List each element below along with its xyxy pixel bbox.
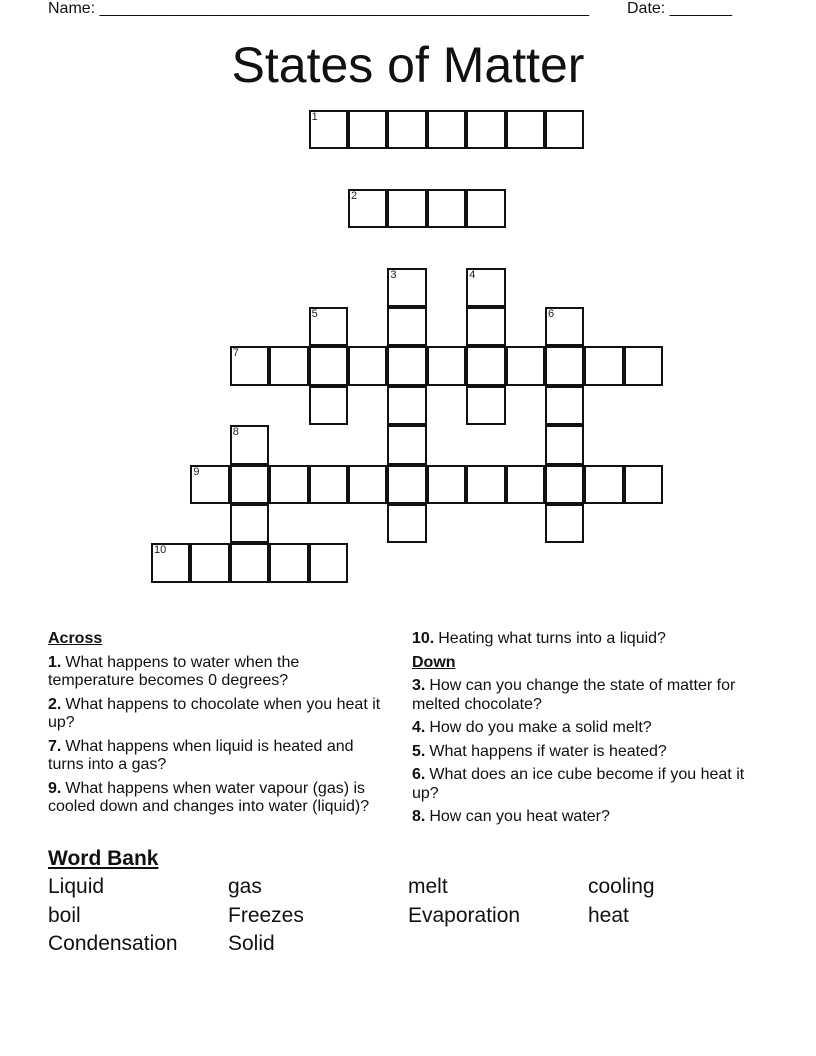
cell-number: 2 [351,189,358,202]
grid-cell[interactable] [387,307,426,346]
grid-cell[interactable] [190,543,229,582]
grid-cell[interactable] [545,504,584,543]
clue-down-6 [412,766,762,803]
grid-cell[interactable] [387,189,426,228]
clue-number: 5. [412,742,426,760]
name-field-line[interactable]: Name: _______________________________________________________ [48,0,589,17]
grid-cell[interactable] [624,346,663,385]
grid-cell[interactable] [466,189,505,228]
grid-cell[interactable] [309,465,348,504]
clue-text: What happens when liquid is heated and turns into a gas? [48,737,354,773]
grid-cell[interactable] [269,543,308,582]
clue-text: How can you change the state of matter for melted chocolate? [412,677,736,713]
clue-across-2 [48,696,388,733]
grid-cell[interactable] [387,425,426,464]
grid-cell[interactable] [466,268,505,307]
grid-cell[interactable] [230,465,269,504]
grid-cell[interactable] [348,465,387,504]
clue-number: 6. [412,766,426,783]
clue-down-5 [412,743,762,762]
grid-cell[interactable] [348,110,387,149]
grid-cell[interactable] [506,110,545,149]
clue-number: 4. [412,719,426,736]
grid-cell[interactable] [427,465,466,504]
clue-number: 10. [412,630,435,647]
grid-cell[interactable] [387,110,426,149]
grid-cell[interactable] [466,465,505,504]
clue-number: 3. [412,677,426,694]
clue-down-8 [412,808,762,827]
clue-number: 2. [48,695,62,713]
clue-down-4 [412,719,762,738]
grid-cell[interactable] [387,386,426,425]
clue-text: What happens when water vapour (gas) is cooled down and changes into water (liquid)? [48,779,370,815]
grid-cell[interactable] [387,504,426,543]
word-bank-item: Freezes [228,903,304,927]
grid-cell[interactable] [466,346,505,385]
grid-cell[interactable] [230,346,269,385]
cell-number: 10 [154,544,167,557]
grid-cell[interactable] [230,543,269,582]
clue-number: 1. [48,653,62,671]
grid-cell[interactable] [545,346,584,385]
grid-cell[interactable] [387,346,426,385]
grid-cell[interactable] [584,465,623,504]
grid-cell[interactable] [269,465,308,504]
clue-number: 7. [48,737,62,755]
cell-number: 7 [232,347,239,360]
grid-cell[interactable] [309,386,348,425]
grid-cell[interactable] [309,346,348,385]
grid-cell[interactable] [545,307,584,346]
cell-number: 3 [390,268,397,281]
grid-cell[interactable] [545,110,584,149]
grid-cell[interactable] [466,307,505,346]
grid-cell[interactable] [269,346,308,385]
clue-across-1 [48,654,388,691]
grid-cell[interactable] [309,543,348,582]
grid-cell[interactable] [506,346,545,385]
cell-number: 5 [311,308,318,320]
clue-across-7 [48,738,388,775]
grid-cell[interactable] [151,543,190,582]
cell-number: 6 [548,308,555,320]
clue-number: 9. [48,779,62,797]
grid-cell[interactable] [387,268,426,307]
clue-text: Heating what turns into a liquid? [438,630,666,647]
cell-number: 8 [232,426,239,439]
word-bank-item: Evaporation [408,903,521,927]
word-bank-item: Solid [228,932,275,955]
word-bank-item: heat [588,903,629,927]
grid-cell[interactable] [506,465,545,504]
page-title: States of Matter [231,37,585,93]
grid-cell[interactable] [584,346,623,385]
word-bank-item: melt [408,875,448,898]
grid-cell[interactable] [466,386,505,425]
clue-number: 8. [412,808,426,825]
word-bank-item: cooling [588,875,655,898]
down-heading: Down [412,653,456,671]
clue-text: What happens to water when the temperature becomes 0 degrees? [48,653,300,689]
grid-cell[interactable] [190,465,229,504]
clue-text: What happens if water is heated? [429,742,667,760]
grid-cell[interactable] [230,425,269,464]
grid-cell[interactable] [427,110,466,149]
clues-right-column [412,630,762,832]
clue-text: How do you make a solid melt? [429,719,652,736]
grid-cell[interactable] [230,504,269,543]
clue-down-3 [412,677,762,714]
grid-cell[interactable] [348,189,387,228]
word-bank-heading: Word Bank [48,847,159,870]
across-heading: Across [48,630,103,647]
word-bank-item: boil [48,903,81,927]
grid-cell[interactable] [427,189,466,228]
grid-cell[interactable] [624,465,663,504]
clue-text: How can you heat water? [429,808,610,825]
grid-cell[interactable] [348,346,387,385]
grid-cell[interactable] [309,307,348,346]
grid-cell[interactable] [545,386,584,425]
word-bank-list [48,873,768,959]
grid-cell[interactable] [309,110,348,149]
clues-left-column [48,630,388,822]
clue-across-9 [48,780,388,817]
cell-number: 9 [193,465,200,478]
clue-text: What does an ice cube become if you heat it up? [412,766,745,802]
grid-cell[interactable] [545,425,584,464]
cell-number: 1 [311,111,318,123]
clue-across-10 [412,630,762,649]
grid-cell[interactable] [387,465,426,504]
grid-cell[interactable] [427,346,466,385]
word-bank-item: Condensation [48,932,178,955]
date-field-line[interactable]: Date: _______ [627,0,732,17]
word-bank-item: gas [228,875,262,898]
cell-number: 4 [469,268,476,281]
grid-cell[interactable] [466,110,505,149]
clue-text: What happens to chocolate when you heat it up? [48,695,381,731]
word-bank-item: Liquid [48,875,105,898]
grid-cell[interactable] [545,465,584,504]
